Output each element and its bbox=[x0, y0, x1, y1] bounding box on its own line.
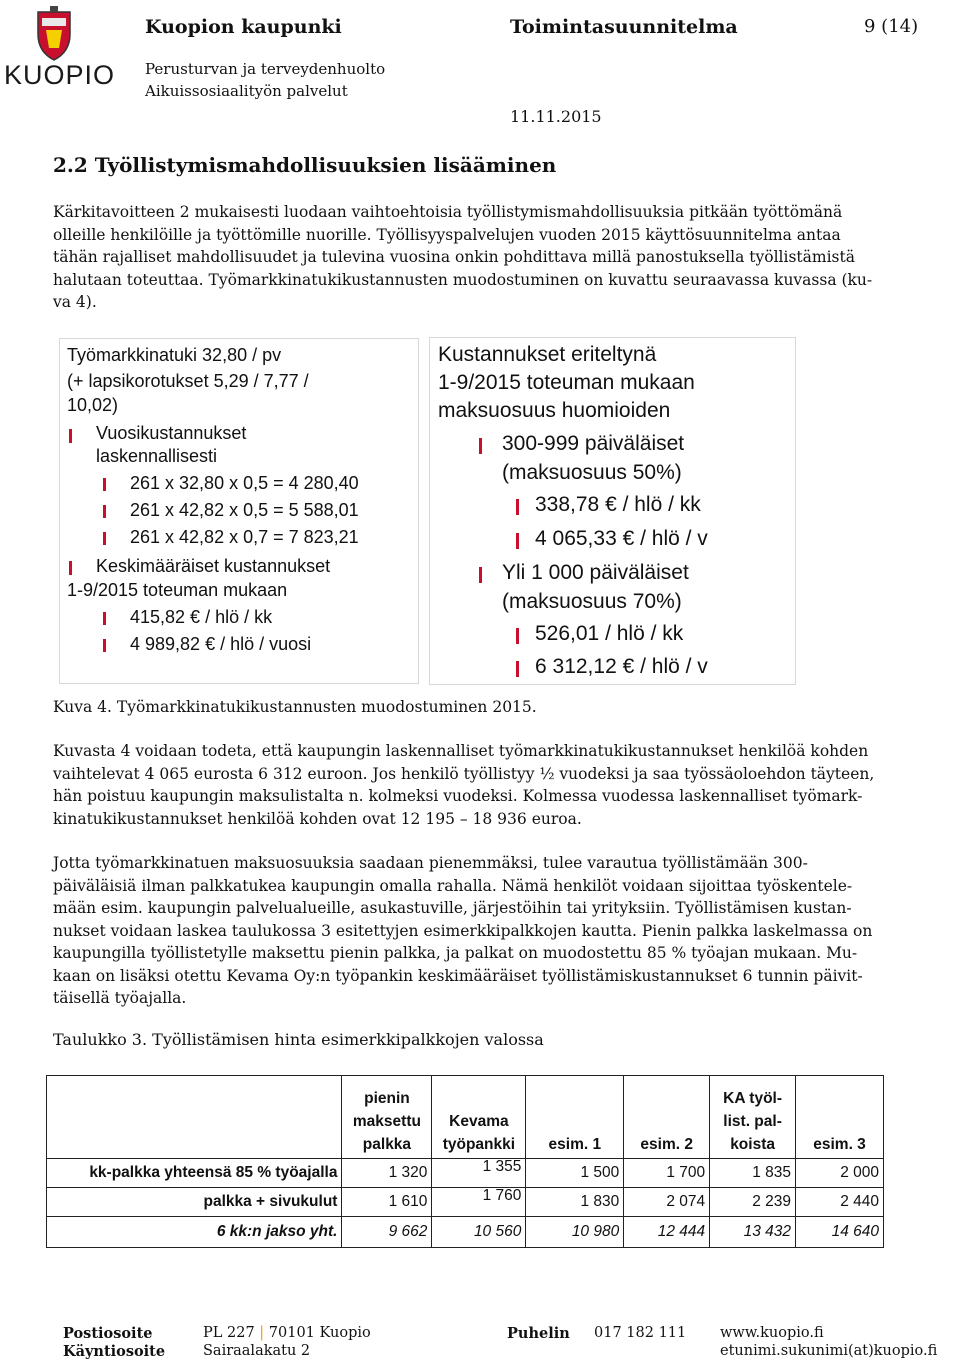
red-bullet bbox=[103, 639, 106, 652]
table-total-row bbox=[47, 1217, 884, 1248]
panel-subitem: 261 x 42,82 x 0,7 = 7 823,21 bbox=[130, 527, 359, 547]
text-line: va 4). bbox=[53, 293, 97, 311]
section-heading: 2.2 Työllistymismahdollisuuksien lisääminen bbox=[53, 153, 557, 177]
text-line: olleille henkilöille ja työttömille nuorille. Työllisyyspalvelujen vuoden 2015 käyttösuunnitelma antaa bbox=[53, 225, 841, 244]
panel-title-line: maksuosuus huomioiden bbox=[438, 399, 671, 422]
red-bullet bbox=[516, 661, 519, 677]
paragraph-1 bbox=[53, 201, 955, 314]
panel-subitem: 526,01 / hlö / kk bbox=[535, 622, 684, 645]
table-cell: 2 440 bbox=[796, 1188, 884, 1217]
table-caption: Taulukko 3. Työllistämisen hinta esimerkkipalkkojen valossa bbox=[53, 1030, 544, 1049]
table-cell: 2 000 bbox=[796, 1159, 884, 1188]
panel-item: laskennallisesti bbox=[96, 446, 218, 466]
text-line: hän poistuu kaupungin maksulistalta n. kolmeksi vuodeksi. Kolmessa vuodessa laskennalliset työmark- bbox=[53, 787, 863, 805]
table-cell: 1 500 bbox=[526, 1159, 624, 1188]
footer-postal-value: PL 227 | 70101 Kuopio bbox=[203, 1325, 371, 1341]
text-line: Kärkitavoitteen 2 mukaisesti luodaan vaihtoehtoisia työllistymismahdollisuuksia pitkään työttömänä bbox=[53, 203, 843, 221]
footer-visit-label: Käyntiosoite bbox=[63, 1343, 166, 1360]
panel-subitem: 338,78 € / hlö / kk bbox=[535, 493, 701, 516]
text-line: täisellä työajalla. bbox=[53, 989, 187, 1007]
red-bullet bbox=[516, 499, 519, 515]
table-cell: 9 662 bbox=[342, 1217, 432, 1248]
red-bullet bbox=[479, 438, 482, 454]
panel-item: Vuosikustannukset bbox=[96, 423, 247, 443]
text-line: halutaan toteuttaa. Työmarkkinatukikustannusten muodostuminen on kuvattu seuraavassa kuvassa (ku- bbox=[53, 270, 873, 289]
figure-caption: Kuva 4. Työmarkkinatukikustannusten muodostuminen 2015. bbox=[53, 698, 537, 716]
panel-subitem: 261 x 42,82 x 0,5 = 5 588,01 bbox=[130, 500, 359, 520]
panel-title-line: 1-9/2015 toteuman mukaan bbox=[438, 371, 695, 394]
panel-item: Yli 1 000 päiväläiset bbox=[502, 561, 689, 584]
text-line: kaupungilla työllistetylle maksettu pienin palkka, ja palkat on muodostettu 85 % työajan mukaan. Mu- bbox=[53, 944, 858, 962]
text-line: päiväläisiä ilman palkkatukea kaupungin omalla rahalla. Nämä henkilöt voidaan sijoittaa työskentele- bbox=[53, 876, 853, 895]
table-cell: 2 074 bbox=[624, 1188, 710, 1217]
red-bullet bbox=[516, 628, 519, 644]
text-line: nukset voidaan laskea taulukossa 3 esitettyjen esimerkkipalkkojen kautta. Pienin palkka laskelmassa on bbox=[53, 921, 873, 940]
table-cell: 1 835 bbox=[710, 1159, 796, 1188]
footer-phone-label: Puhelin bbox=[507, 1325, 570, 1342]
footer-phone-value: 017 182 111 bbox=[594, 1325, 687, 1341]
footer-website-link[interactable]: www.kuopio.fi bbox=[720, 1325, 824, 1341]
table-header-cell: esim. 1 bbox=[526, 1076, 624, 1159]
row-label: kk-palkka yhteensä 85 % työajalla bbox=[47, 1159, 342, 1188]
paragraph-3 bbox=[53, 852, 955, 1010]
logo-text: KUOPIO bbox=[4, 60, 116, 90]
table-cell: 1 830 bbox=[526, 1188, 624, 1217]
table-header-cell bbox=[47, 1076, 342, 1159]
footer-postal-label: Postiosoite bbox=[63, 1325, 153, 1342]
footer-visit-value: Sairaalakatu 2 bbox=[203, 1343, 311, 1359]
panel-item: Keskimääräiset kustannukset bbox=[96, 556, 331, 576]
document-title: Toimintasuunnitelma bbox=[510, 16, 738, 38]
red-bullet bbox=[103, 532, 106, 545]
red-bullet bbox=[516, 533, 519, 549]
department: Perusturvan ja terveydenhuolto bbox=[145, 60, 386, 78]
coat-of-arms-icon bbox=[4, 4, 104, 64]
footer-separator: | bbox=[259, 1325, 269, 1341]
panel-item: 300-999 päiväläiset bbox=[502, 432, 685, 455]
text-line: mään esim. kaupungin palvelualueille, asukastuville, järjestöihin tai yrityksiin. Työllistämisen kustan- bbox=[53, 899, 852, 917]
table-cell: 1 760 bbox=[432, 1188, 526, 1217]
panel-subitem: 4 989,82 € / hlö / vuosi bbox=[130, 634, 312, 654]
red-bullet bbox=[103, 505, 106, 518]
red-bullet bbox=[103, 478, 106, 491]
red-bullet bbox=[69, 429, 72, 443]
row-label: 6 kk:n jakso yht. bbox=[47, 1217, 342, 1248]
red-bullet bbox=[69, 561, 72, 575]
panel-title-line: 10,02) bbox=[67, 395, 119, 415]
text-line: tähän rajalliset mahdollisuudet ja tulevina vuosina onkin pohdittava millä panostuksella työllistämistä bbox=[53, 248, 855, 266]
panel-title-line: (+ lapsikorotukset 5,29 / 7,77 / bbox=[67, 371, 309, 391]
panel-item: (maksuosuus 70%) bbox=[502, 590, 682, 613]
text-line: vaihtelevat 4 065 eurosta 6 312 euroon. Jos henkilö työllistyy ½ vuodeksi ja saa työssäoloehdon täyteen, bbox=[53, 764, 875, 783]
table-cell: 14 640 bbox=[796, 1217, 884, 1248]
paragraph-2 bbox=[53, 740, 955, 830]
text-line: kinatukikustannukset henkilöä kohden ovat 12 195 – 18 936 euroa. bbox=[53, 809, 582, 828]
text-line: Kuvasta 4 voidaan todeta, että kaupungin laskennalliset työmarkkinatukikustannukset henkilöä kohden bbox=[53, 742, 869, 760]
row-label: palkka + sivukulut bbox=[47, 1188, 342, 1217]
panel-subitem: 261 x 32,80 x 0,5 = 4 280,40 bbox=[130, 473, 359, 493]
table-cell: 12 444 bbox=[624, 1217, 710, 1248]
organization-name: Kuopion kaupunki bbox=[145, 16, 342, 38]
table-header-cell: Kevama työpankki bbox=[432, 1076, 526, 1159]
table-cell: 1 700 bbox=[624, 1159, 710, 1188]
table-row bbox=[47, 1159, 884, 1188]
panel-item: (maksuosuus 50%) bbox=[502, 461, 682, 484]
table-header-row bbox=[47, 1076, 884, 1159]
table-header-cell: esim. 2 bbox=[624, 1076, 710, 1159]
table-header-cell: pienin maksettu palkka bbox=[342, 1076, 432, 1159]
panel-subitem: 4 065,33 € / hlö / v bbox=[535, 527, 708, 550]
table-cell: 1 355 bbox=[432, 1159, 526, 1188]
figure-panel-right bbox=[429, 337, 796, 685]
text-line: Jotta työmarkkinatuen maksuosuuksia saadaan pienemmäksi, tulee varautua työllistämään 300- bbox=[53, 854, 808, 872]
figure-panel-left bbox=[59, 338, 419, 684]
footer-email-link[interactable]: etunimi.sukunimi(at)kuopio.fi bbox=[720, 1343, 938, 1359]
document-date: 11.11.2015 bbox=[510, 107, 602, 126]
page-number: 9 (14) bbox=[864, 16, 919, 37]
cost-table bbox=[46, 1075, 884, 1248]
table-cell: 13 432 bbox=[710, 1217, 796, 1248]
red-bullet bbox=[103, 612, 106, 625]
text-line: kaan on lisäksi otettu Kevama Oy:n työpankin keskimääräiset työllistämiskustannukset 6 tunnin päivit- bbox=[53, 966, 863, 985]
panel-title-line: Kustannukset eriteltynä bbox=[438, 343, 657, 366]
table-cell: 10 980 bbox=[526, 1217, 624, 1248]
table-header-cell: esim. 3 bbox=[796, 1076, 884, 1159]
table-row bbox=[47, 1188, 884, 1217]
table-cell: 2 239 bbox=[710, 1188, 796, 1217]
table-cell: 10 560 bbox=[432, 1217, 526, 1248]
table-cell: 1 320 bbox=[342, 1159, 432, 1188]
red-bullet bbox=[479, 567, 482, 583]
panel-title-line: Työmarkkinatuki 32,80 / pv bbox=[67, 345, 282, 365]
panel-subitem: 6 312,12 € / hlö / v bbox=[535, 655, 708, 678]
panel-subitem: 415,82 € / hlö / kk bbox=[130, 607, 273, 627]
table-header-cell: KA työl- list. pal- koista bbox=[710, 1076, 796, 1159]
panel-item: 1-9/2015 toteuman mukaan bbox=[67, 580, 288, 600]
unit: Aikuissosiaalityön palvelut bbox=[145, 82, 348, 100]
table-cell: 1 610 bbox=[342, 1188, 432, 1217]
